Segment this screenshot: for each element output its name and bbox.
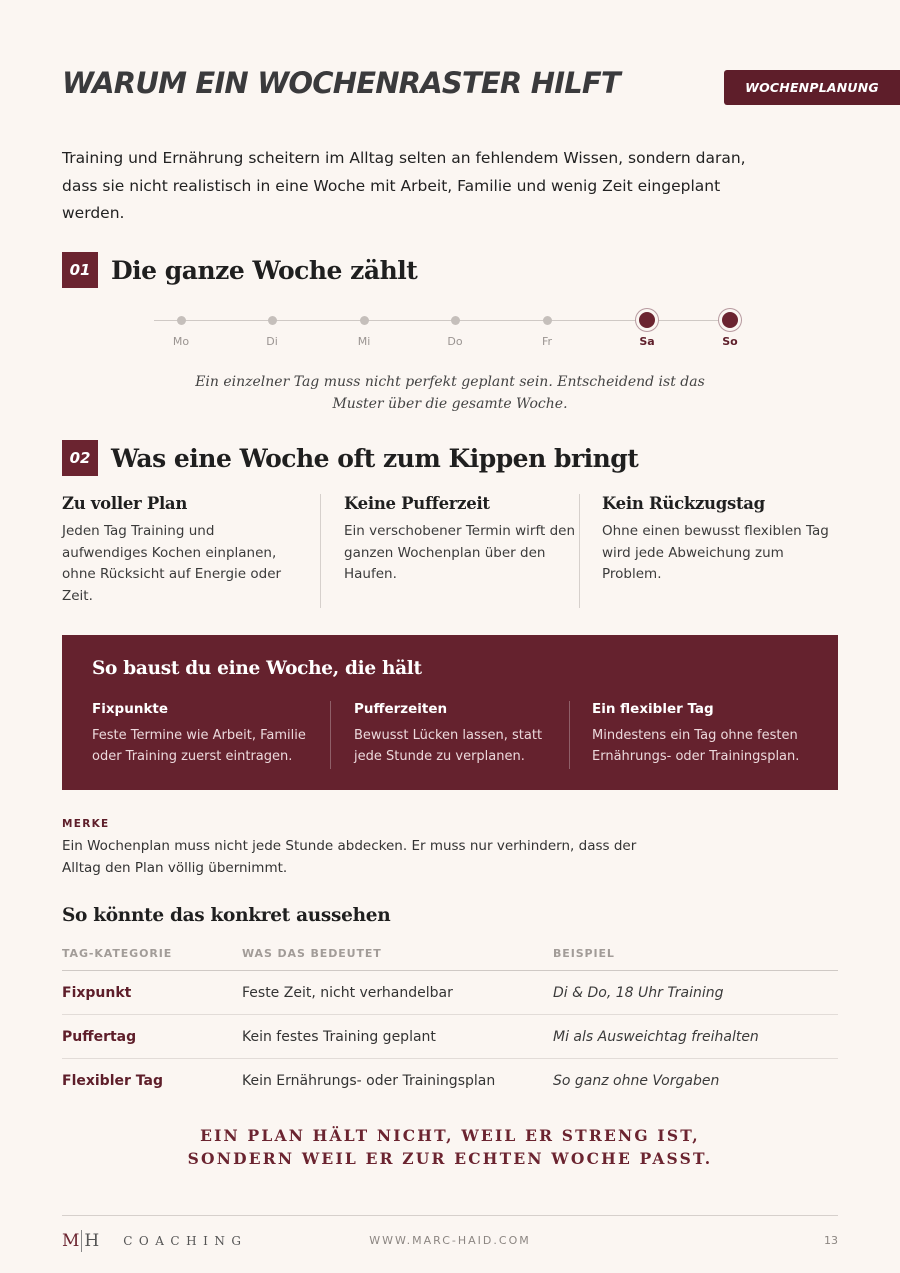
logo-m: M bbox=[62, 1231, 80, 1251]
footer-divider bbox=[62, 1215, 838, 1216]
problem-text: Ohne einen bewusst flexiblen Tag wird jede Abweichung zum Problem. bbox=[602, 523, 829, 582]
problem-column bbox=[320, 494, 584, 608]
day-label: Fr bbox=[541, 335, 553, 348]
table-cell-meaning: Feste Zeit, nicht verhandelbar bbox=[242, 984, 453, 1001]
panel-title: So baust du eine Woche, die hält bbox=[92, 658, 422, 679]
panel-column-title: Ein flexibler Tag bbox=[592, 701, 714, 717]
problem-title: Keine Pufferzeit bbox=[344, 494, 490, 513]
timeline-day-do bbox=[425, 305, 485, 348]
timeline-dot bbox=[177, 316, 186, 325]
example-table bbox=[62, 936, 838, 1102]
table-cell-meaning: Kein Ernährungs- oder Trainingsplan bbox=[242, 1072, 496, 1089]
timeline-dot bbox=[268, 316, 277, 325]
section-number-2: 02 bbox=[62, 440, 98, 476]
timeline-day-fr bbox=[517, 305, 577, 348]
table-header: BEISPIEL bbox=[553, 946, 615, 960]
section-2-heading bbox=[62, 440, 638, 476]
timeline-dot-highlighted bbox=[722, 312, 738, 328]
closing-statement bbox=[100, 1124, 800, 1170]
timeline-day-sa bbox=[617, 305, 677, 348]
panel-column-title: Fixpunkte bbox=[92, 701, 169, 717]
week-timeline bbox=[150, 305, 750, 355]
table-cell-category: Flexibler Tag bbox=[62, 1072, 163, 1089]
table-row bbox=[62, 1015, 838, 1059]
day-label: Do bbox=[447, 335, 463, 348]
footer bbox=[62, 1230, 838, 1254]
problem-column bbox=[62, 494, 302, 608]
table-header-row bbox=[62, 936, 838, 971]
closing-line-1: EIN PLAN HÄLT NICHT, WEIL ER STRENG IST, bbox=[200, 1126, 700, 1145]
problem-column bbox=[579, 494, 842, 608]
timeline-day-di bbox=[242, 305, 302, 348]
day-label: Mo bbox=[172, 335, 190, 348]
section-badge: WOCHENPLANUNG bbox=[724, 70, 900, 105]
panel-column-text: Feste Termine wie Arbeit, Familie oder Training zuerst eintragen. bbox=[92, 728, 306, 764]
section-1-heading bbox=[62, 252, 417, 288]
problem-text: Jeden Tag Training und aufwendiges Kochen einplanen, ohne Rücksicht auf Energie oder Zeit. bbox=[62, 523, 282, 604]
table-header: TAG-KATEGORIE bbox=[62, 946, 173, 960]
timeline-day-mi bbox=[334, 305, 394, 348]
table-cell-meaning: Kein festes Training geplant bbox=[242, 1028, 436, 1045]
week-building-panel bbox=[62, 635, 838, 790]
section-1-title: Die ganze Woche zählt bbox=[111, 255, 418, 285]
problem-columns bbox=[62, 494, 838, 610]
merke-label: MERKE bbox=[62, 818, 110, 830]
panel-column bbox=[92, 701, 312, 769]
footer-url: WWW.MARC-HAID.COM bbox=[369, 1234, 531, 1247]
timeline-dot bbox=[451, 316, 460, 325]
timeline-day-mo bbox=[151, 305, 211, 348]
problem-title: Zu voller Plan bbox=[62, 494, 188, 513]
problem-text: Ein verschobener Termin wirft den ganzen Wochenplan über den Haufen. bbox=[344, 523, 576, 582]
day-label: Di bbox=[266, 335, 278, 348]
timeline-dot bbox=[543, 316, 552, 325]
table-row bbox=[62, 971, 838, 1015]
intro-text: Training und Ernährung scheitern im Alltag selten an fehlendem Wissen, sondern daran, dass sie nicht realistisch in eine Woche mit Arbeit, Familie und wenig Zeit eingeplant werden. bbox=[62, 149, 746, 222]
panel-column bbox=[569, 701, 822, 769]
table-cell-example: Di & Do, 18 Uhr Training bbox=[553, 984, 724, 1001]
table-cell-example: Mi als Ausweichtag freihalten bbox=[553, 1028, 759, 1045]
page-number: 13 bbox=[824, 1234, 838, 1247]
logo-h: H bbox=[84, 1231, 100, 1251]
panel-column-text: Mindestens ein Tag ohne festen Ernährungs- oder Trainingsplan. bbox=[592, 728, 800, 764]
timeline-dot-highlighted bbox=[639, 312, 655, 328]
table-header: WAS DAS BEDEUTET bbox=[242, 946, 382, 960]
table-cell-category: Puffertag bbox=[62, 1028, 137, 1045]
panel-column-title: Pufferzeiten bbox=[354, 701, 448, 717]
logo-wordmark: COACHING bbox=[123, 1234, 248, 1248]
panel-column bbox=[330, 701, 564, 769]
day-label: Mi bbox=[357, 335, 371, 348]
day-label-highlighted: Sa bbox=[639, 335, 655, 348]
section-number-1: 01 bbox=[62, 252, 98, 288]
timeline-day-so bbox=[700, 305, 760, 348]
timeline-dot bbox=[360, 316, 369, 325]
section-2-title: Was eine Woche oft zum Kippen bringt bbox=[111, 443, 639, 473]
day-label-highlighted: So bbox=[722, 335, 738, 348]
closing-line-2: SONDERN WEIL ER ZUR ECHTEN WOCHE PASST. bbox=[187, 1149, 713, 1168]
table-row bbox=[62, 1059, 838, 1102]
panel-column-text: Bewusst Lücken lassen, statt jede Stunde zu verplanen. bbox=[354, 728, 543, 764]
table-cell-example: So ganz ohne Vorgaben bbox=[553, 1072, 720, 1089]
merke-text: Ein Wochenplan muss nicht jede Stunde abdecken. Er muss nur verhindern, dass der Alltag den Plan völlig übernimmt. bbox=[62, 838, 637, 876]
problem-title: Kein Rückzugstag bbox=[602, 494, 765, 513]
table-title: So könnte das konkret aussehen bbox=[62, 905, 391, 926]
week-quote: Ein einzelner Tag muss nicht perfekt geplant sein. Entscheidend ist das Muster über die gesamte Woche. bbox=[195, 374, 705, 412]
page-title: WARUM EIN WOCHENRASTER HILFT bbox=[62, 66, 620, 100]
table-cell-category: Fixpunkt bbox=[62, 984, 132, 1001]
